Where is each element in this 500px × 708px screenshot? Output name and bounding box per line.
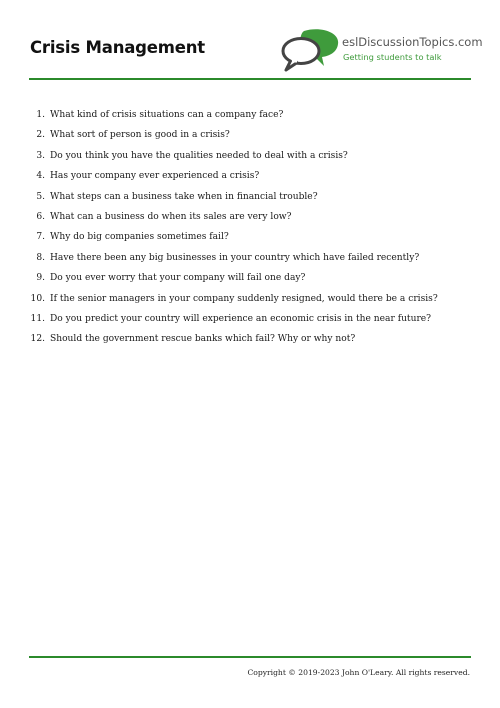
question-number: 2. xyxy=(36,130,45,141)
list-item xyxy=(30,311,470,331)
list-item xyxy=(30,148,470,168)
question-text: What steps can a business take when in financial trouble? xyxy=(50,191,318,202)
question-number: 3. xyxy=(36,150,45,161)
question-number: 9. xyxy=(36,273,45,284)
question-text: What sort of person is good in a crisis? xyxy=(50,130,230,141)
question-number: 11. xyxy=(30,313,45,324)
question-number: 10. xyxy=(30,293,45,304)
question-number: 4. xyxy=(36,171,45,182)
question-text: Have there been any big businesses in your country which have failed recently? xyxy=(50,252,420,263)
speech-bubbles-icon xyxy=(280,28,342,72)
list-item xyxy=(30,168,470,188)
list-item xyxy=(30,291,470,311)
question-text: What can a business do when its sales are very low? xyxy=(50,211,292,222)
question-text: Why do big companies sometimes fail? xyxy=(50,232,229,243)
page-title: Crisis Management xyxy=(30,38,205,57)
list-item xyxy=(30,270,470,290)
question-number: 12. xyxy=(30,334,45,345)
question-text: If the senior managers in your company suddenly resigned, would there be a crisis? xyxy=(50,293,438,304)
list-item xyxy=(30,250,470,270)
question-number: 8. xyxy=(36,252,45,263)
question-number: 1. xyxy=(36,110,45,120)
list-item xyxy=(30,127,470,147)
footer-divider xyxy=(29,656,471,658)
list-item xyxy=(30,331,470,351)
list-item xyxy=(30,209,470,229)
list-item xyxy=(30,107,470,127)
question-text: Do you think you have the qualities needed to deal with a crisis? xyxy=(50,150,348,161)
question-number: 5. xyxy=(36,191,45,202)
question-number: 6. xyxy=(36,211,45,222)
logo-name: eslDiscussionTopics.com xyxy=(342,35,483,49)
site-logo[interactable] xyxy=(280,28,483,72)
question-list xyxy=(30,107,470,352)
question-text: What kind of crisis situations can a company face? xyxy=(50,110,284,120)
question-text: Should the government rescue banks which fail? Why or why not? xyxy=(50,334,356,345)
question-text: Has your company ever experienced a crisis? xyxy=(50,171,260,182)
list-item xyxy=(30,189,470,209)
logo-tagline: Getting students to talk xyxy=(343,52,442,62)
question-text: Do you ever worry that your company will fail one day? xyxy=(50,273,306,284)
question-number: 7. xyxy=(36,232,45,243)
question-text: Do you predict your country will experience an economic crisis in the near future? xyxy=(50,313,432,324)
copyright-notice: Copyright © 2019-2023 John O'Leary. All rights reserved. xyxy=(247,668,470,677)
header-divider xyxy=(29,78,471,80)
list-item xyxy=(30,229,470,249)
